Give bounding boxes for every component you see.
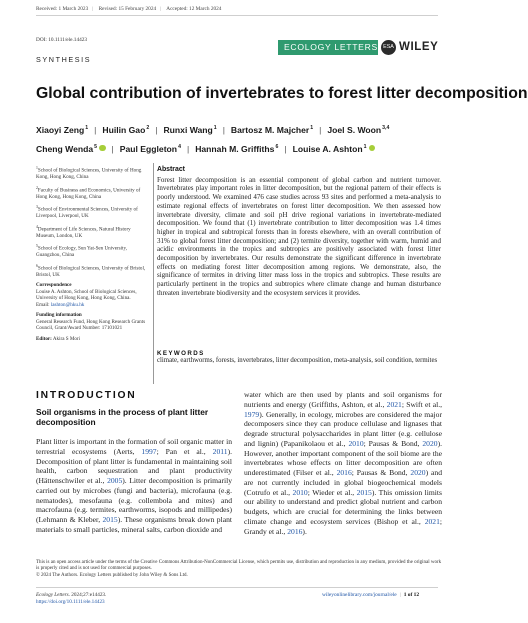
text-run: Plant litter is important in the formation of soil organic matter in terrestrial ecosystems (Aerts, [36, 437, 232, 456]
text-run: ) and are not currently included in global biogeochemical models (Cotrufo et al., [244, 468, 442, 497]
author-affil: 4 [178, 144, 181, 151]
received-date: Received: 1 March 2023 [36, 6, 89, 12]
author-affil: 1 [213, 125, 217, 132]
author-name[interactable]: Paul Eggleton [119, 144, 178, 154]
email-link[interactable]: lashton@hku.hk [50, 301, 85, 308]
text-run: ). This omission limits our ability to understand and predict global nutrient and carbon budgets, which are crucial for determining the links between climate change and ecosystem services (Bishop et al., [244, 487, 442, 526]
affiliation-text: School of Biological Sciences, University of Hong Kong, Hong Kong, China [36, 167, 142, 181]
journal-name: Ecology Letters. [36, 592, 70, 598]
abstract [157, 166, 441, 298]
footer-citation [36, 592, 106, 605]
editor-name: Akira S Mori [52, 335, 81, 342]
citation-link[interactable]: 2015 [102, 515, 118, 524]
author-name[interactable]: Xiaoyi Zeng [36, 125, 85, 135]
affiliation-text: Faculty of Business and Economics, University of Hong Kong, Hong Kong, China [36, 187, 141, 200]
orcid-icon[interactable] [99, 145, 106, 152]
author-name[interactable]: Cheng Wenda [36, 144, 94, 154]
funding-label: Funding information [36, 312, 82, 319]
text-run: ; Grandy et al., [244, 516, 442, 536]
header-divider [36, 15, 438, 16]
abstract-heading: Abstract [157, 166, 185, 173]
publisher-logo[interactable]: WILEY [399, 41, 439, 53]
affiliation [36, 243, 148, 259]
author-affil: 5 [94, 144, 98, 151]
affiliation-text: School of Biological Sciences, University of Bristol, Bristol, UK [36, 265, 146, 278]
text-run: ). However, another important component of the soil biome are the invertebrates whose effects on litter decomposition are often underestimated (Filser et al., [244, 438, 442, 477]
text-run: ). Decomposition of plant litter is fundamental in maintaining soil health, carbon sequestration and plant productivity (Hättenschwiler et al., [36, 446, 232, 485]
affiliation-text: Department of Life Sciences, Natural History Museum, London, UK [36, 226, 131, 239]
orcid-icon[interactable] [369, 145, 376, 152]
introduction-heading: INTRODUCTION [36, 390, 137, 401]
text-run: ; Pausas & Bond, [351, 468, 411, 477]
revised-date: Revised: 15 February 2024 [98, 6, 157, 12]
author-name[interactable]: Huilin Gao [102, 125, 146, 135]
subsection-heading: Soil organisms in the process of plant litter decomposition [36, 407, 209, 428]
editor-block [36, 336, 148, 342]
affiliation [36, 204, 148, 220]
citation-link[interactable]: 2020 [410, 468, 426, 477]
affiliation-text: School of Ecology, Sun Yat-Sen University, Guangzhou, China [36, 245, 127, 259]
citation-link[interactable]: 2005 [107, 476, 123, 485]
page-number: 1 of 12 [403, 592, 420, 598]
article-history: Received: 1 March 2023 | Revised: 15 February 2024 | Accepted: 12 March 2024 [36, 6, 222, 12]
article-section: SYNTHESIS [36, 55, 92, 64]
affiliation-text: School of Environmental Sciences, University of Liverpool, Liverpool, UK [36, 206, 138, 220]
author-list-line-1: Xiaoyi Zeng$^1$ | Huilin Gao$^2$ | Runxi Wang$^1$ | Bartosz M. Majcher$^1$ | Joel S. Woon$^{3,4}$ [36, 125, 390, 135]
correspondence-label: Correspondence [36, 282, 72, 288]
affiliation-number: 6 [36, 263, 38, 268]
correspondence-block [36, 282, 148, 308]
text-run: ). These organisms break down plant materials to small particles, mineral salts, carbon dioxide and [36, 515, 232, 534]
author-name[interactable]: Hannah M. Griffiths [195, 144, 275, 154]
citation-link[interactable]: 2010 [292, 487, 308, 497]
author-affil: 1 [363, 144, 367, 151]
doi-link[interactable]: https://doi.org/10.1111/ele.14423 [36, 598, 105, 605]
affiliation-number: 4 [36, 224, 38, 229]
correspondence-text: Louise A. Ashton, School of Biological Sciences, University of Hong Kong, Hong Kong, China. [36, 288, 137, 302]
license-footnote [36, 560, 442, 579]
affiliation [36, 185, 148, 201]
affiliation [36, 224, 148, 240]
citation-link[interactable]: 2010 [348, 438, 364, 448]
journal-site-link[interactable]: wileyonlinelibrary.com/journal/ele [322, 592, 397, 598]
text-run: ; Wieder et al., [307, 487, 357, 497]
citation-link[interactable]: 1979 [244, 409, 260, 419]
email-label: Email: [36, 301, 50, 308]
funding-block [36, 312, 148, 332]
author-affil: 1 [85, 125, 89, 132]
citation-link[interactable]: 2011 [212, 446, 228, 456]
copyright-note: © 2024 The Authors. Ecology Letters published by John Wiley & Sons Ltd. [36, 572, 188, 578]
author-name[interactable]: Bartosz M. Majcher [230, 125, 310, 135]
affiliation-number: 3 [36, 205, 38, 209]
affiliation-number: 1 [36, 166, 38, 170]
affiliation [36, 263, 148, 279]
author-list-line-2: Cheng Wenda$^5$ | Paul Eggleton$^4$ | Hannah M. Griffiths$^6$ | Louise A. Ashton$^1$ [36, 144, 446, 154]
text-run: ; Pausas & Bond, [363, 438, 423, 448]
citation-link[interactable]: 2021 [386, 399, 402, 409]
article-title: Global contribution of invertebrates to forest litter decomposition [36, 85, 528, 102]
body-text-right [244, 390, 442, 536]
column-divider [153, 163, 154, 384]
author-affil: 1 [310, 125, 314, 132]
author-name[interactable]: Joel S. Woon [327, 125, 382, 135]
body-text-left [36, 437, 232, 535]
affiliation-number: 5 [36, 244, 38, 248]
license-note: This is an open access article under the terms of the Creative Commons Attribution-NonCommercial License, which permits use, distribution and reproduction in any medium, provided the original work is properly cited and is not used for commercial purposes. [36, 560, 442, 572]
text-run: ). Generally, in ecology, microbes are considered the major decomposers since they can produce cellulase and lignases that degrade structural polysaccharides in plant litter (e.g. cellulose and lignin) (Papanikolaou et al., [244, 409, 442, 448]
volume-info: 2024;27:e14423. [71, 592, 107, 598]
citation-link[interactable]: 1997 [141, 446, 157, 456]
footer-divider [36, 587, 438, 588]
doi[interactable]: DOI: 10.1111/ele.14423 [36, 37, 88, 43]
keywords-text: climate, earthworms, forests, invertebrates, litter decomposition, meta-analysis, soil condition, termites [157, 357, 438, 364]
text-run: ; Swift et al., [401, 399, 442, 409]
author-affil: 3,4 [382, 125, 390, 132]
author-name[interactable]: Louise A. Ashton [292, 144, 363, 154]
society-logo-icon: ESA [381, 40, 396, 55]
funding-text: General Research Fund, Hong Kong Research Grants Council, Grant/Award Number: 17101021 [36, 319, 146, 332]
citation-link[interactable]: 2020 [422, 438, 438, 448]
abstract-text: Forest litter decomposition is an essential component of global carbon and nutrient turnover. Invertebrates play important roles in litter decomposition, but the regional pattern of their effects is poorly understood. We examined 476 case studies across 93 sites and performed a meta-analysis to estimate regional effects of invertebrates on forest litter decomposition. We then assessed how invertebrate diversity, climate and soil pH drive regional variations in invertebrate-mediated decomposition. We found that (1) invertebrate contribution to litter decomposition was 1.4 times higher in tropical and subtropical forests than in forests elsewhere, with an overall contribution of 31% to global forest litter decomposition; and (2) termite diversity, together with warm, humid and acidic environments in the tropics and subtropics are positively associated with forest litter decomposition by invertebrates. Our results demonstrate the significant difference in invertebrate effects on mediating forest litter decomposition among regions. We demonstrate, also, the significance of termites in driving litter mass loss in the tropics and subtropics. These results are particularly pertinent in the tropics and subtropics where climate change and human disturbance threaten invertebrate biodiversity and the ecosystem services it provides. [157, 175, 441, 297]
text-run: ). Litter decomposition is primarily carried out by microbes (fungi and bacteria), microfauna (e.g. nematodes), mesofauna (e.g. collembola and mites) and macrofauna (e.g. termites, earthworms, isopods and millipedes) (Lehmann & Kleber, [36, 476, 232, 524]
citation-link[interactable]: 2016 [336, 468, 352, 477]
citation-link[interactable]: 2021 [424, 516, 440, 526]
text-run: water which are then used by plants and soil organisms for nutrients and energy (Griffiths, Ashton, et al., [244, 390, 442, 409]
author-name[interactable]: Runxi Wang [163, 125, 213, 135]
text-run: ; Pan et al., [156, 446, 213, 456]
author-affil: 6 [275, 144, 279, 151]
affiliation-number: 2 [36, 185, 38, 190]
text-run: ). [302, 526, 307, 536]
editor-label: Editor: [36, 335, 52, 342]
author-info-column [36, 165, 148, 346]
journal-banner[interactable]: ECOLOGY LETTERS [278, 40, 378, 55]
footer-right: wileyonlinelibrary.com/journal/ele | 1 of 12 [322, 592, 420, 598]
accepted-date: Accepted: 12 March 2024 [166, 6, 222, 12]
keywords-heading: KEYWORDS [157, 350, 205, 357]
citation-link[interactable]: 2015 [356, 487, 372, 497]
affiliation [36, 165, 148, 181]
author-affil: 2 [146, 125, 150, 132]
citation-link[interactable]: 2016 [287, 526, 303, 536]
